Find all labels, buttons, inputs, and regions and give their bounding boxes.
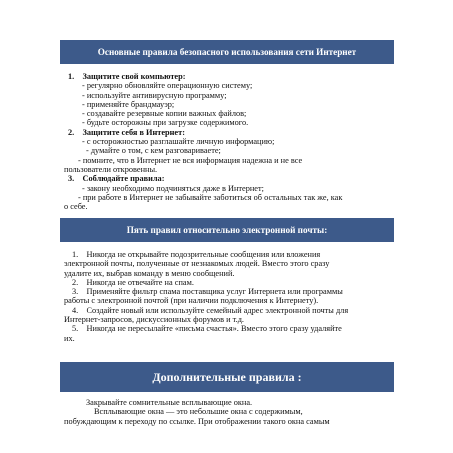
- rule-item-continued: о себе.: [64, 202, 88, 212]
- rule-heading-2: 2. Защитите себя в Интернет:: [68, 127, 185, 137]
- rule-item: - регулярно обновляйте операционную систему;: [82, 81, 253, 91]
- email-rule-1: 1. Никогда не открывайте подозрительные сообщения или вложения: [72, 250, 321, 259]
- email-rule-3-cont: работы с электронной почтой (при наличии подключения к Интернету).: [64, 296, 319, 306]
- rule-item-continued: пользователи откровенны.: [64, 164, 158, 174]
- rule-item: - при работе в Интернет не забывайте заботиться об остальных так же, как: [78, 192, 343, 202]
- banner-email-rules: [60, 218, 394, 242]
- banner-main-rules: [60, 40, 394, 64]
- rule-item: - используйте антивирусную программу;: [82, 90, 227, 100]
- email-rule-3: 3. Применяйте фильтр спама поставщика услуг Интернета или программы: [72, 287, 343, 297]
- rule-item: - применяйте брандмауэр;: [82, 99, 175, 109]
- email-rule-4-cont: Интернет-запросов, дискуссионных форумов и т.д.: [64, 315, 245, 325]
- banner-email-rules-text: Пять правил относительно электронной почты:: [126, 225, 328, 235]
- rule-heading-1: 1. Защитите свой компьютер:: [68, 72, 186, 81]
- rule-item: - помните, что в Интернет не вся информация надежна и не все: [78, 155, 303, 165]
- extra-rule-line: Всплывающие окна — это небольшие окна с содержимым,: [94, 407, 303, 417]
- section-email-rules: [64, 250, 394, 343]
- extra-rule-line: Закрывайте сомнительные всплывающие окна.: [86, 398, 253, 407]
- extra-rule-line: побуждающим к переходу по ссылке. При отображении такого окна самым: [64, 416, 330, 426]
- rule-item: - будьте осторожны при загрузке содержимого.: [82, 118, 249, 128]
- section-safety-rules: [64, 72, 394, 211]
- email-rule-5-cont: их.: [64, 333, 75, 343]
- email-rule-5: 5. Никогда не пересылайте «письма счастья». Вместо этого сразу удаляйте: [72, 324, 342, 334]
- email-rule-2: 2. Никогда не отвечайте на спам.: [72, 277, 194, 287]
- email-rule-4: 4. Создайте новый или используйте семейный адрес электронной почты для: [72, 305, 349, 315]
- email-rule-1-cont: электронной почты, полученные от незнакомых людей. Вместо этого сразу: [64, 259, 330, 269]
- rule-item: - закону необходимо подчиняться даже в Интернет;: [82, 183, 264, 193]
- email-rule-1-cont: удалите их, выбрав команду в меню сообщений.: [64, 268, 235, 278]
- rule-item: - с осторожностью разглашайте личную информацию;: [82, 137, 275, 147]
- rule-item: - создавайте резервные копии важных файлов;: [82, 109, 247, 119]
- banner-extra-rules-text: Дополнительные правила :: [152, 369, 302, 384]
- section-extra-rules: [64, 398, 394, 426]
- banner-main-rules-text: Основные правила безопасного использования сети Интернет: [97, 47, 357, 57]
- banner-extra-rules: [60, 362, 394, 392]
- rule-heading-3: 3. Соблюдайте правила:: [68, 174, 165, 184]
- rule-item: - думайте о том, с кем разговариваете;: [86, 146, 221, 156]
